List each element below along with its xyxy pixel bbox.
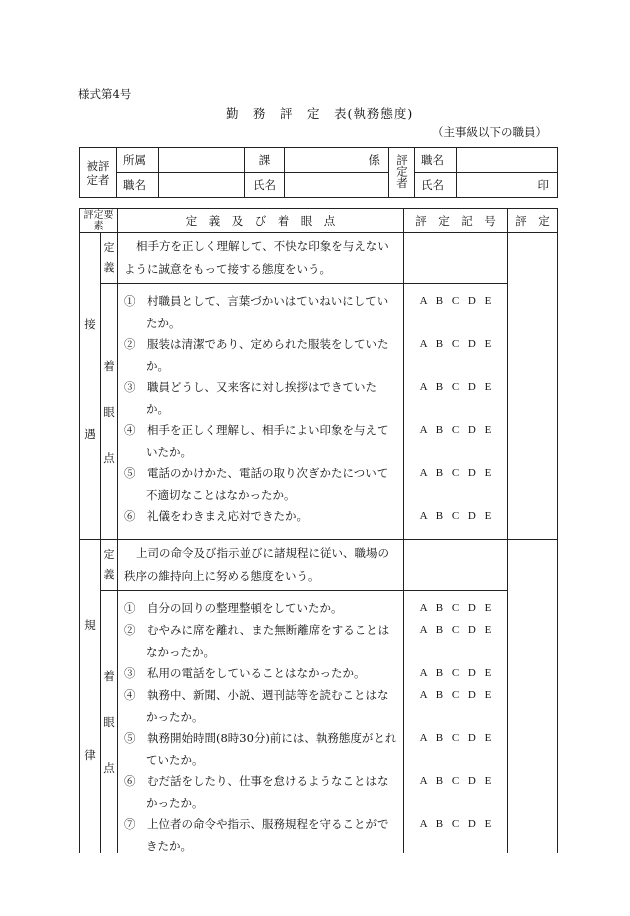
shokumei-label: 職名 xyxy=(117,173,159,198)
list-item: ② 服装は清潔であり、定められた服装をしていたか。 xyxy=(124,337,389,373)
list-item: ⑤ 執務開始時間(8時30分)前には、執務態度がとれていたか。 xyxy=(124,731,397,767)
section-definition: 相手方を正しく理解して、不快な印象を与えないように誠意をもって接する態度をいう。 xyxy=(118,233,404,284)
form-number: 様式第4号 xyxy=(78,87,132,101)
hyoteisha-label: 被評定者 xyxy=(80,148,117,198)
list-item: ④ 執務中、新聞、小説、週刊誌等を読むことはなかったか。 xyxy=(124,688,389,724)
list-item: ① 自分の回りの整理整頓をしていたか。 xyxy=(124,601,343,615)
grade-options[interactable]: A B C D E xyxy=(419,295,492,307)
grade-options[interactable]: A B C D E xyxy=(419,818,492,830)
teigi-label: 定義 xyxy=(101,233,118,284)
grade-options[interactable]: A B C D E xyxy=(419,510,492,522)
shimei-field[interactable] xyxy=(285,173,389,198)
ka-label: 課 xyxy=(245,148,285,173)
evaluation-table xyxy=(79,208,558,853)
item-list xyxy=(118,591,404,854)
list-item: ⑤ 電話のかけかた、電話の取り次ぎかたについて不適切なことはなかったか。 xyxy=(124,466,389,502)
grade-options[interactable]: A B C D E xyxy=(419,732,492,744)
grade-options[interactable]: A B C D E xyxy=(419,689,492,701)
list-item: ② むやみに席を離れ、また無断離席をすることはなかったか。 xyxy=(124,623,390,659)
teigi-label: 定義 xyxy=(101,540,118,591)
list-item: ⑥ 礼儀をわきまえ応対できたか。 xyxy=(124,509,308,523)
evaluator-shokumei-label: 職名 xyxy=(415,148,457,173)
symbol-header: 評 定 記 号 xyxy=(404,209,508,233)
list-item: ⑦ 上位者の命令や指示、服務規程を守ることができたか。 xyxy=(124,817,389,853)
rating-cell[interactable] xyxy=(508,233,558,540)
section-name-setsugu: 接遇 xyxy=(80,233,101,540)
hyoteisha2-label: 評定者 xyxy=(389,148,415,198)
seal-mark: 印 xyxy=(457,173,558,198)
item-list xyxy=(118,284,404,540)
section-definition: 上司の命令及び指示並びに諸規程に従い、職場の秩序の維持向上に努める態度をいう。 xyxy=(118,540,404,591)
kakari-label: 係 xyxy=(285,148,389,173)
grade-options[interactable]: A B C D E xyxy=(419,624,492,636)
chakuganten-label: 着眼点 xyxy=(101,284,118,540)
header-table xyxy=(79,147,558,198)
evaluator-shokumei-field[interactable] xyxy=(457,148,558,173)
grade-options[interactable]: A B C D E xyxy=(419,667,492,679)
grade-options[interactable]: A B C D E xyxy=(419,424,492,436)
list-item: ③ 職員どうし、又来客に対し挨拶はできていたか。 xyxy=(124,380,377,416)
shokumei-field[interactable] xyxy=(159,173,245,198)
list-item: ③ 私用の電話をしていることはなかったか。 xyxy=(124,666,366,680)
symbol-blank xyxy=(404,233,508,284)
grade-options[interactable]: A B C D E xyxy=(419,338,492,350)
grade-list xyxy=(404,591,508,854)
page-title: 勤 務 評 定 表(執務態度) xyxy=(226,106,414,121)
section-name-kiritsu: 規律 xyxy=(80,540,101,854)
grade-options[interactable]: A B C D E xyxy=(419,467,492,479)
grade-options[interactable]: A B C D E xyxy=(419,775,492,787)
page-subtitle: （主事級以下の職員） xyxy=(432,125,547,139)
list-item: ⑥ むだ話をしたり、仕事を怠けるようなことはなかったか。 xyxy=(124,774,389,810)
shozoku-field[interactable] xyxy=(159,148,245,173)
shozoku-label: 所属 xyxy=(117,148,159,173)
element-header: 評定要素 xyxy=(80,209,118,233)
evaluator-shimei-label: 氏名 xyxy=(415,173,457,198)
grade-options[interactable]: A B C D E xyxy=(419,381,492,393)
rating-cell[interactable] xyxy=(508,540,558,854)
shimei-label: 氏名 xyxy=(245,173,285,198)
chakuganten-label: 着眼点 xyxy=(101,591,118,854)
definition-header: 定 義 及 び 着 眼 点 xyxy=(118,209,404,233)
rating-header: 評 定 xyxy=(508,209,558,233)
grade-list xyxy=(404,284,508,540)
grade-options[interactable]: A B C D E xyxy=(419,602,492,614)
list-item: ① 村職員として、言葉づかいはていねいにしていたか。 xyxy=(124,294,389,330)
symbol-blank xyxy=(404,540,508,591)
list-item: ④ 相手を正しく理解し、相手によい印象を与えていたか。 xyxy=(124,423,389,459)
